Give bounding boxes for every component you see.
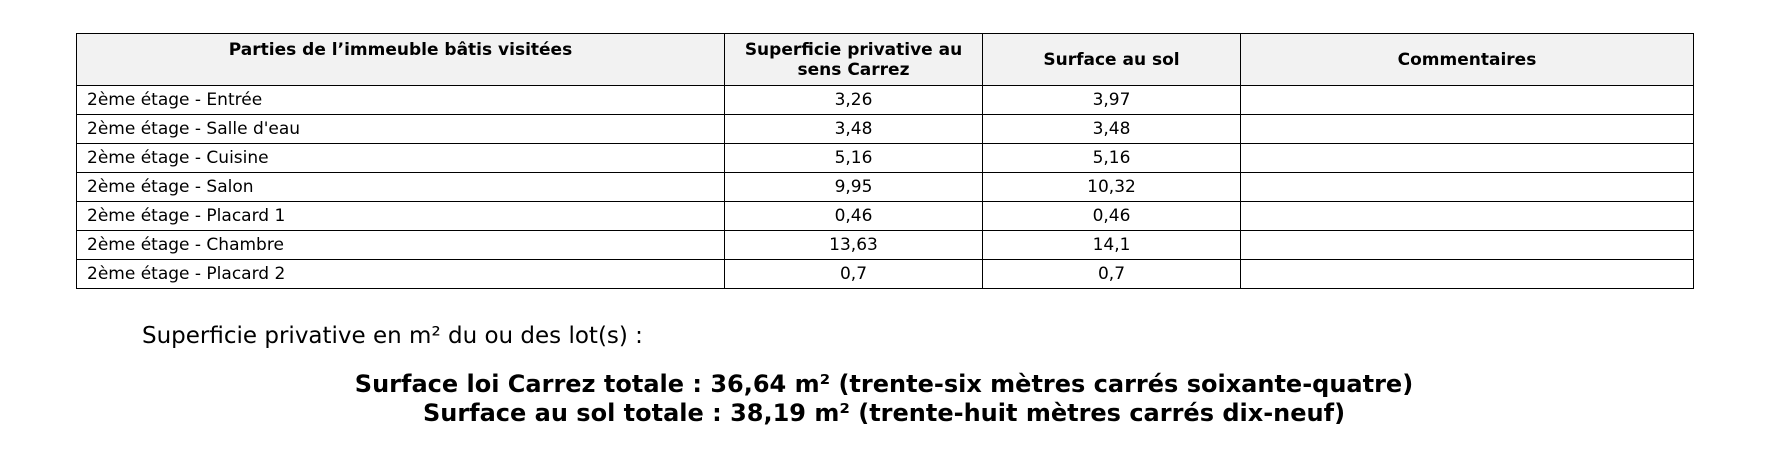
cell-carrez: 9,95 — [725, 173, 983, 202]
cell-partie: 2ème étage - Salon — [77, 173, 725, 202]
table-row — [77, 144, 1694, 173]
table-row — [77, 115, 1694, 144]
cell-partie: 2ème étage - Chambre — [77, 231, 725, 260]
cell-carrez: 13,63 — [725, 231, 983, 260]
superficie-privative-label: Superficie privative en m² du ou des lot(s) : — [142, 323, 643, 349]
cell-carrez: 3,26 — [725, 86, 983, 115]
header-superficie-carrez: Superficie privative au sens Carrez — [725, 34, 983, 86]
cell-commentaire — [1241, 86, 1694, 115]
cell-partie: 2ème étage - Placard 1 — [77, 202, 725, 231]
table-row — [77, 260, 1694, 289]
cell-sol: 0,7 — [983, 260, 1241, 289]
cell-carrez: 0,46 — [725, 202, 983, 231]
cell-sol: 3,48 — [983, 115, 1241, 144]
header-parties: Parties de l’immeuble bâtis visitées — [77, 34, 725, 86]
surfaces-table — [76, 33, 1694, 289]
cell-sol: 14,1 — [983, 231, 1241, 260]
cell-carrez: 3,48 — [725, 115, 983, 144]
cell-sol: 5,16 — [983, 144, 1241, 173]
cell-partie: 2ème étage - Entrée — [77, 86, 725, 115]
header-commentaires: Commentaires — [1241, 34, 1694, 86]
cell-carrez: 0,7 — [725, 260, 983, 289]
cell-commentaire — [1241, 144, 1694, 173]
table-row — [77, 86, 1694, 115]
table-header-row — [77, 34, 1694, 86]
header-surface-sol: Surface au sol — [983, 34, 1241, 86]
table-row — [77, 173, 1694, 202]
cell-partie: 2ème étage - Salle d'eau — [77, 115, 725, 144]
total-carrez: Surface loi Carrez totale : 36,64 m² (trente-six mètres carrés soixante-quatre) — [354, 370, 1414, 398]
cell-sol: 10,32 — [983, 173, 1241, 202]
cell-commentaire — [1241, 173, 1694, 202]
cell-partie: 2ème étage - Cuisine — [77, 144, 725, 173]
cell-commentaire — [1241, 260, 1694, 289]
cell-commentaire — [1241, 202, 1694, 231]
cell-commentaire — [1241, 115, 1694, 144]
table-row — [77, 231, 1694, 260]
table-row — [77, 202, 1694, 231]
cell-carrez: 5,16 — [725, 144, 983, 173]
cell-sol: 3,97 — [983, 86, 1241, 115]
cell-sol: 0,46 — [983, 202, 1241, 231]
total-surface-sol: Surface au sol totale : 38,19 m² (trente-huit mètres carrés dix-neuf) — [422, 399, 1346, 427]
cell-commentaire — [1241, 231, 1694, 260]
cell-partie: 2ème étage - Placard 2 — [77, 260, 725, 289]
